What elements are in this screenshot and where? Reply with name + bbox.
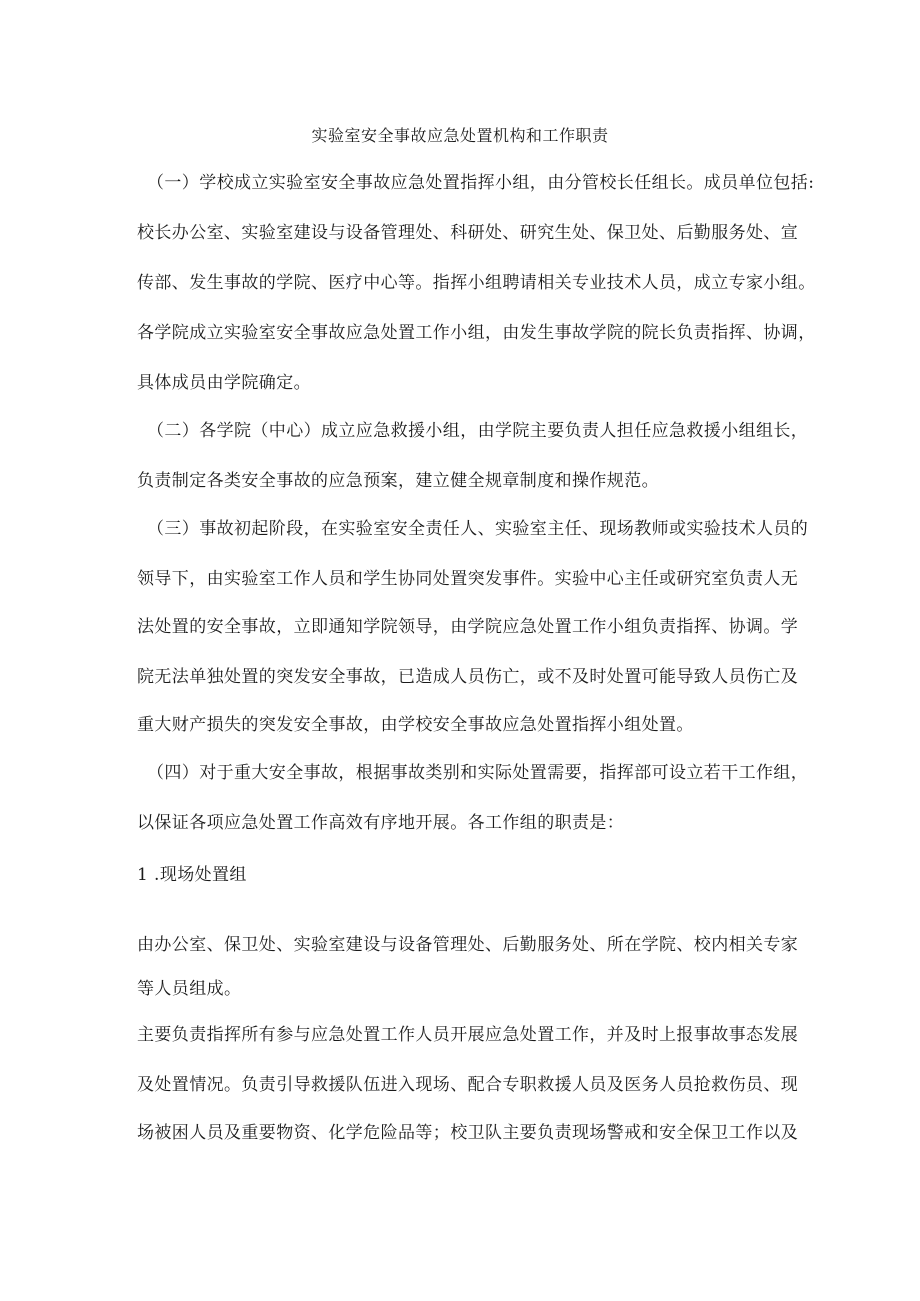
paragraph-line: （一）学校成立实验室安全事故应急处置指挥小组，由分管校长任组长。成员单位包括: xyxy=(147,173,815,193)
paragraph-line: 各学院成立实验室安全事故应急处置工作小组，由发生事故学院的院长负责指挥、协调， xyxy=(137,323,816,343)
paragraph-line: （二）各学院（中心）成立应急救援小组，由学院主要负责人担任应急救援小组组长， xyxy=(147,421,809,441)
paragraph-line: 负责制定各类安全事故的应急预案，建立健全规章制度和操作规范。 xyxy=(137,471,659,491)
paragraph-line: 法处置的安全事故，立即通知学院领导，由学院应急处置工作小组负责指挥、协调。学 xyxy=(137,617,799,637)
paragraph-line: 等人员组成。 xyxy=(137,979,242,999)
paragraph-line: （三）事故初起阶段，在实验室安全责任人、实验室主任、现场教师或实验技术人员的 xyxy=(147,519,809,539)
paragraph-line: 院无法单独处置的突发安全事故，已造成人员伤亡，或不及时处置可能导致人员伤亡及 xyxy=(137,667,799,687)
paragraph-line: （四）对于重大安全事故，根据事故类别和实际处置需要，指挥部可设立若干工作组， xyxy=(147,763,809,783)
paragraph-line: 传部、发生事故的学院、医疗中心等。指挥小组聘请相关专业技术人员，成立专家小组。 xyxy=(137,273,816,293)
paragraph-line: 场被困人员及重要物资、化学危险品等；校卫队主要负责现场警戒和安全保卫工作以及 xyxy=(137,1123,799,1143)
document-title: 实验室安全事故应急处置机构和工作职责 xyxy=(311,126,609,145)
paragraph-line: 以保证各项应急处置工作高效有序地开展。各工作组的职责是： xyxy=(137,813,625,833)
paragraph-line: 重大财产损失的突发安全事故，由学校安全事故应急处置指挥小组处置。 xyxy=(137,715,694,735)
paragraph-line: 领导下，由实验室工作人员和学生协同处置突发事件。实验中心主任或研究室负责人无 xyxy=(137,569,799,589)
paragraph-line: 具体成员由学院确定。 xyxy=(137,373,311,393)
paragraph-line: 主要负责指挥所有参与应急处置工作人员开展应急处置工作，并及时上报事故事态发展 xyxy=(137,1025,799,1045)
paragraph-line: 及处置情况。负责引导救援队伍进入现场、配合专职救援人员及医务人员抢救伤员、现 xyxy=(137,1075,799,1095)
paragraph-line: 校长办公室、实验室建设与设备管理处、科研处、研究生处、保卫处、后勤服务处、宣 xyxy=(137,223,799,243)
section-heading: 1 .现场处置组 xyxy=(137,865,247,885)
paragraph-line: 由办公室、保卫处、实验室建设与设备管理处、后勤服务处、所在学院、校内相关专家 xyxy=(137,935,799,955)
